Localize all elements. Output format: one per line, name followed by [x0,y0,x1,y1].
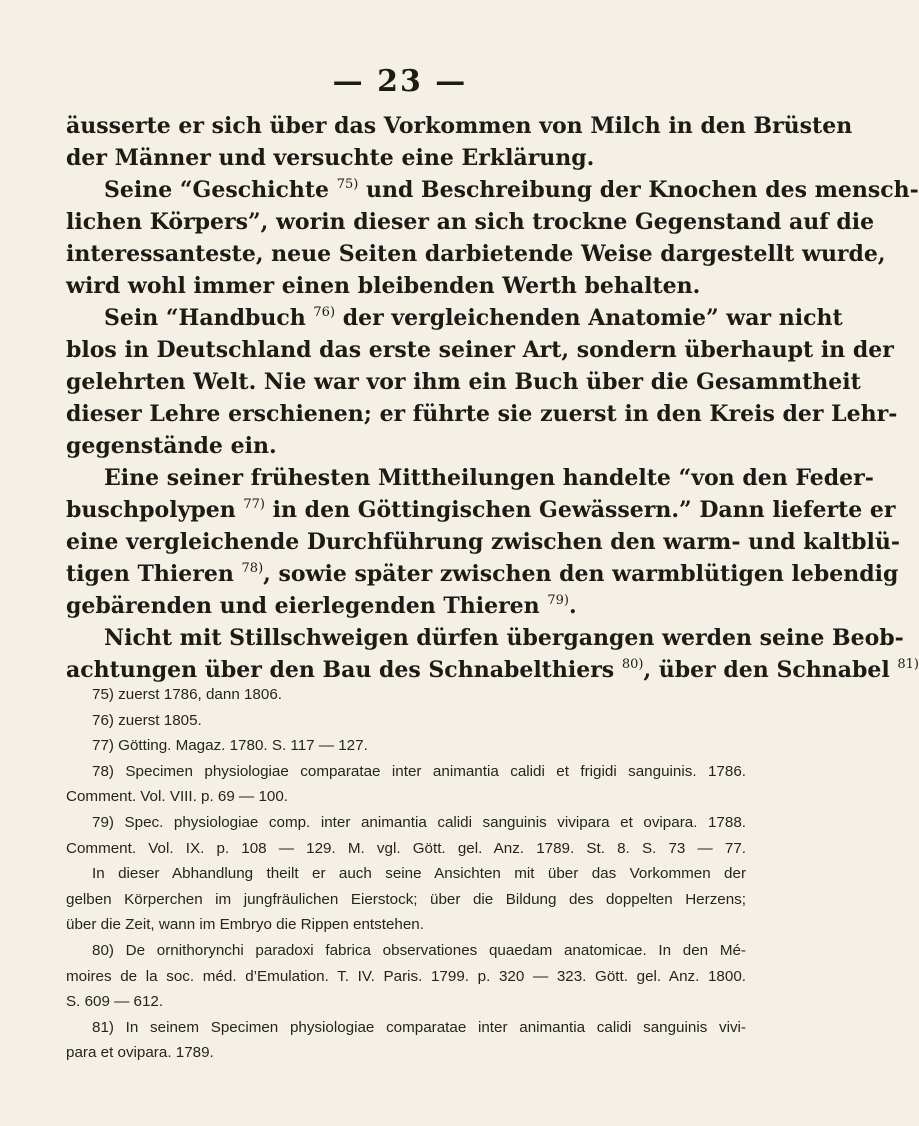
text-line: der Männer und versuchte eine Erklärung. [66,145,595,171]
text-line: lichen Körpers”, worin dieser an sich trockne Gegenstand auf die [66,209,875,235]
footnote-79 [66,810,746,938]
footnote-line: gelben Körperchen im jungfräulichen Eierstock; über die Bildung des doppelten Herzens; [66,890,746,908]
text-line: gegenstände ein. [66,433,277,459]
text-run: achtungen über den Bau des Schnabelthiers [66,657,622,683]
text-line: wird wohl immer einen bleibenden Werth behalten. [66,273,701,299]
footnote-line: über die Zeit, wann im Embryo die Rippen entstehen. [66,916,424,934]
footnote-line: 80) De ornithorynchi paradoxi fabrica observationes quaedam anatomicae. In den Mé- [92,941,746,959]
footnote-line: para et ovipara. 1789. [66,1044,214,1062]
paragraph-5 [66,622,919,686]
text-run: und Beschreibung der Knochen des mensch- [358,177,919,203]
footnote-line: 79) Spec. physiologiae comp. inter animantia calidi sanguinis vivipara et ovipara. 1788. [92,813,746,831]
footnote-ref-81[interactable]: 81) [897,657,919,672]
text-line: dieser Lehre erschienen; er führte sie zuerst in den Kreis der Lehr- [66,401,898,427]
text-run: buschpolypen [66,497,244,523]
page-number: — 23 — [332,64,468,99]
footnote-line: 75) zuerst 1786, dann 1806. [92,686,282,703]
footnote-line: 81) In seinem Specimen physiologiae comparatae inter animantia calidi sanguinis vivi- [92,1018,746,1036]
main-text [66,110,919,686]
paragraph-4 [66,462,901,622]
footnote-ref-77[interactable]: 77) [243,497,266,512]
footnote-line: In dieser Abhandlung theilt er auch seine Ansichten mit über das Vorkommen der [92,865,746,883]
text-run: , sowie später zwischen den warmblütigen lebendig [263,561,899,587]
text-run: tigen Thieren [66,561,242,587]
footnote-ref-76[interactable]: 76) [313,305,336,320]
text-line [66,590,746,622]
text-line [66,558,899,590]
text-line [66,174,919,206]
footnote-ref-79[interactable]: 79) [547,593,569,608]
text-line: Nicht mit Stillschweigen dürfen übergangen werden seine Beob- [104,625,904,651]
text-run: . [568,593,577,619]
footnote-ref-78[interactable]: 78) [241,561,264,576]
footnote-78 [66,759,746,810]
text-line: blos in Deutschland das erste seiner Art, sondern überhaupt in der [66,337,894,363]
footnote-line: 78) Specimen physiologiae comparatae inter animantia calidi et frigidi sanguinis. 1786. [92,762,746,780]
footnote-line: 77) Götting. Magaz. 1780. S. 117 — 127. [92,737,368,755]
text-run: Seine “Geschichte [104,177,337,203]
footnote-77 [66,733,746,759]
footnote-ref-75[interactable]: 75) [336,177,359,192]
footnotes [66,682,746,1066]
text-line: interessanteste, neue Seiten darbietende Weise dargestellt wurde, [66,241,886,267]
footnote-line: 76) zuerst 1805. [92,711,202,729]
text-run: der vergleichenden Anatomie” war nicht [335,305,843,331]
paragraph-3 [66,302,898,462]
footnote-ref-80[interactable]: 80) [621,657,644,672]
footnote-line: S. 609 — 612. [66,993,164,1011]
paragraph-1 [66,110,853,174]
text-line [66,302,843,334]
paragraph-2 [66,174,919,302]
text-run: in den Göttingischen Gewässern.” Dann lieferte er [265,497,896,523]
text-run: gebärenden und eierlegenden Thieren [66,593,548,619]
text-line [66,494,896,526]
footnote-80 [66,938,746,1015]
footnote-75 [66,682,746,708]
footnote-line: moires de la soc. méd. d’Emulation. T. IV. Paris. 1799. p. 320 — 323. Gött. gel. Anz. 1800. [66,967,746,985]
footnote-line: Comment. Vol. IX. p. 108 — 129. M. vgl. Gött. gel. Anz. 1789. St. 8. S. 73 — 77. [66,839,746,857]
text-line: gelehrten Welt. Nie war vor ihm ein Buch über die Gesammtheit [66,369,861,395]
text-line: Eine seiner frühesten Mittheilungen handelte “von den Feder- [104,465,874,491]
footnote-76 [66,708,746,734]
text-line: äusserte er sich über das Vorkommen von Milch in den Brüsten [66,113,853,139]
footnote-81 [66,1015,746,1066]
text-run: Sein “Handbuch [104,305,314,331]
footnote-line: Comment. Vol. VIII. p. 69 — 100. [66,788,289,806]
text-line: eine vergleichende Durchführung zwischen den warm- und kaltblü- [66,529,901,555]
text-run: , über den Schnabel [643,657,898,683]
